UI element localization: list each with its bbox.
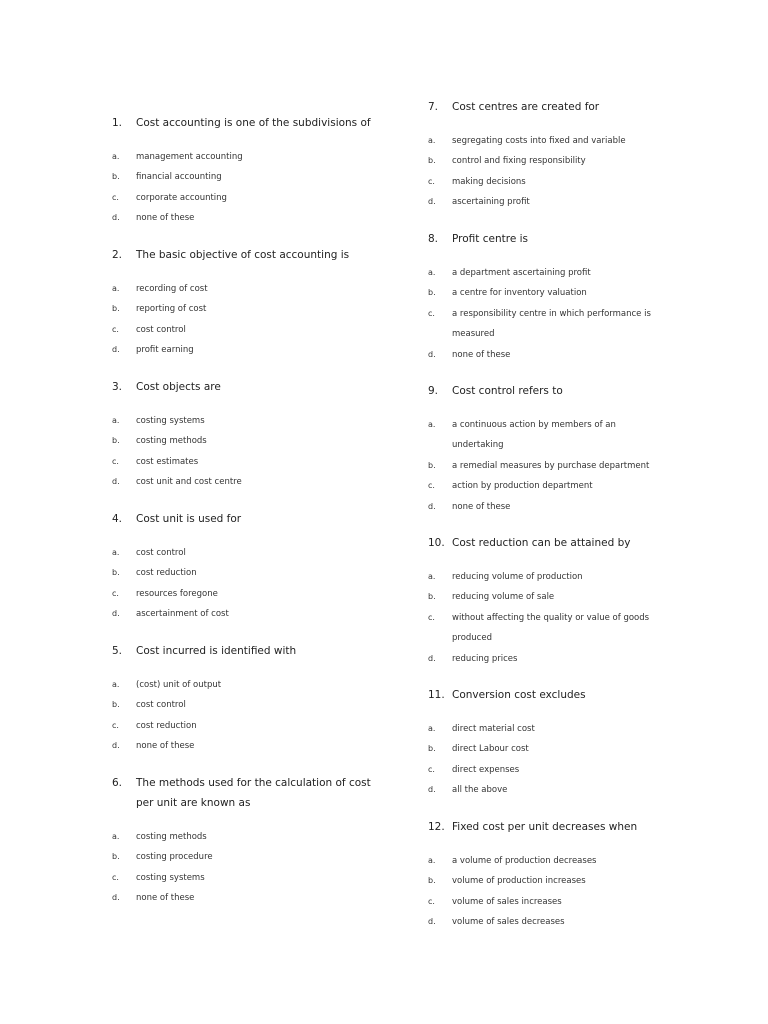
question-number: 4.	[112, 513, 123, 525]
option-text: resources foregone	[136, 588, 218, 599]
question-7	[428, 97, 748, 213]
question-number: 5.	[112, 645, 123, 657]
option-text: direct Labour cost	[452, 744, 529, 755]
option-text: reducing volume of sale	[452, 592, 555, 603]
option-d	[112, 604, 412, 624]
option-b	[428, 456, 748, 476]
option-list	[428, 131, 748, 213]
option-letter: d.	[112, 477, 120, 487]
option-text: cost control	[136, 700, 186, 711]
option-list	[112, 827, 412, 909]
question-number: 10.	[428, 537, 445, 549]
option-letter: d.	[428, 501, 436, 511]
option-d	[428, 497, 748, 517]
option-b	[112, 695, 412, 715]
option-letter: d.	[112, 893, 120, 903]
question-text: Cost reduction can be attained by	[452, 537, 631, 549]
question-11	[428, 685, 748, 801]
option-text: action by production department	[452, 481, 593, 492]
option-letter: a.	[112, 548, 120, 557]
option-letter: a.	[428, 856, 436, 865]
option-c	[428, 892, 748, 912]
option-b	[112, 167, 412, 187]
question-text: Cost centres are created for	[452, 101, 600, 113]
option-text: a centre for inventory valuation	[452, 288, 587, 299]
option-d	[428, 912, 748, 932]
question-12	[428, 817, 748, 933]
option-letter: c.	[428, 764, 435, 774]
option-text: costing systems	[136, 416, 205, 426]
question-text: Conversion cost excludes	[452, 689, 586, 701]
option-list	[112, 543, 412, 625]
question-text: Profit centre is	[452, 233, 529, 245]
option-text: costing methods	[136, 436, 207, 447]
option-letter: a.	[112, 680, 120, 689]
option-a	[428, 719, 748, 739]
question-number: 11.	[428, 689, 445, 701]
option-letter: c.	[428, 176, 435, 186]
question-number: 12.	[428, 821, 445, 833]
question-text: The methods used for the calculation of cost per unit are known as	[136, 777, 371, 809]
question-text: Cost control refers to	[452, 385, 563, 397]
question-text: Cost accounting is one of the subdivisions of	[136, 117, 371, 129]
option-a	[112, 279, 412, 299]
option-c	[112, 584, 412, 604]
option-letter: c.	[428, 308, 435, 318]
option-letter: c.	[112, 324, 119, 334]
option-text: reporting of cost	[136, 304, 207, 315]
option-letter: c.	[112, 456, 119, 466]
option-b	[112, 431, 412, 451]
option-text: volume of sales decreases	[452, 917, 565, 928]
question-number: 9.	[428, 385, 439, 397]
option-b	[428, 871, 748, 891]
question-text: Cost objects are	[136, 381, 221, 393]
question-text: The basic objective of cost accounting is	[136, 249, 350, 261]
option-a	[112, 543, 412, 563]
option-text: recording of cost	[136, 284, 208, 294]
option-letter: b.	[112, 700, 120, 710]
question-number: 1.	[112, 117, 123, 129]
option-letter: d.	[112, 609, 120, 619]
option-b	[428, 587, 748, 607]
option-letter: a.	[428, 572, 436, 581]
option-text: corporate accounting	[136, 192, 227, 203]
option-letter: b.	[112, 852, 120, 862]
option-text: none of these	[136, 213, 195, 224]
option-letter: c.	[112, 192, 119, 202]
option-letter: a.	[428, 724, 436, 733]
option-a	[428, 567, 748, 587]
option-d	[112, 472, 412, 492]
option-text: a responsibility centre in which performance is measured	[452, 308, 651, 340]
question-text: Cost incurred is identified with	[136, 645, 297, 657]
option-text: none of these	[452, 349, 511, 360]
option-letter: a.	[112, 416, 120, 425]
option-text: all the above	[452, 785, 508, 796]
question-text: Cost unit is used for	[136, 513, 242, 525]
option-letter: a.	[428, 136, 436, 145]
option-text: control and fixing responsibility	[452, 156, 586, 167]
option-letter: a.	[428, 268, 436, 277]
option-letter: b.	[428, 156, 436, 166]
option-text: ascertaining profit	[452, 197, 530, 208]
option-letter: b.	[428, 288, 436, 298]
option-b	[112, 563, 412, 583]
option-letter: b.	[428, 744, 436, 754]
option-text: costing methods	[136, 832, 207, 842]
option-text: a volume of production decreases	[452, 856, 597, 866]
question-number: 2.	[112, 249, 123, 261]
option-letter: b.	[428, 460, 436, 470]
option-b	[428, 283, 748, 303]
option-text: costing procedure	[136, 852, 213, 863]
option-text: without affecting the quality or value of goods produced	[452, 612, 650, 644]
option-a	[112, 675, 412, 695]
question-number: 8.	[428, 233, 439, 245]
question-number: 7.	[428, 101, 439, 113]
question-4	[112, 509, 412, 625]
option-letter: c.	[112, 872, 119, 882]
question-number: 3.	[112, 381, 123, 393]
option-text: direct material cost	[452, 724, 535, 734]
option-text: cost reduction	[136, 568, 197, 579]
option-d	[428, 345, 748, 365]
option-c	[112, 320, 412, 340]
option-list	[112, 675, 412, 757]
option-c	[428, 476, 748, 496]
question-8	[428, 229, 748, 365]
option-letter: d.	[112, 213, 120, 223]
option-text: none of these	[136, 741, 195, 752]
option-letter: d.	[112, 741, 120, 751]
option-letter: b.	[112, 568, 120, 578]
option-text: cost estimates	[136, 456, 199, 467]
option-text: volume of production increases	[452, 876, 586, 887]
option-list	[112, 147, 412, 229]
option-list	[428, 263, 748, 365]
question-number: 6.	[112, 777, 123, 789]
option-letter: d.	[428, 197, 436, 207]
option-list	[428, 415, 748, 517]
question-1	[112, 113, 412, 229]
option-a	[428, 263, 748, 283]
option-letter: c.	[428, 481, 435, 491]
option-d	[428, 780, 748, 800]
option-letter: b.	[112, 304, 120, 314]
option-letter: a.	[428, 420, 436, 429]
option-c	[428, 304, 748, 345]
option-d	[112, 888, 412, 908]
option-a	[112, 827, 412, 847]
option-text: cost control	[136, 324, 186, 335]
option-a	[112, 147, 412, 167]
option-d	[112, 736, 412, 756]
option-text: management accounting	[136, 152, 243, 162]
option-text: (cost) unit of output	[136, 680, 222, 690]
option-letter: b.	[112, 172, 120, 182]
option-text: cost control	[136, 548, 186, 558]
option-text: cost unit and cost centre	[136, 477, 242, 488]
option-text: cost reduction	[136, 720, 197, 731]
option-b	[428, 739, 748, 759]
option-text: profit earning	[136, 345, 194, 356]
option-c	[428, 760, 748, 780]
option-letter: d.	[428, 349, 436, 359]
option-text: reducing prices	[452, 653, 518, 664]
option-list	[112, 279, 412, 361]
option-text: none of these	[452, 501, 511, 512]
option-d	[112, 208, 412, 228]
option-letter: c.	[428, 612, 435, 622]
question-text: Fixed cost per unit decreases when	[452, 821, 638, 833]
option-letter: c.	[112, 588, 119, 598]
question-6	[112, 773, 412, 909]
option-b	[428, 151, 748, 171]
option-text: volume of sales increases	[452, 896, 562, 907]
option-text: ascertainment of cost	[136, 609, 229, 620]
question-10	[428, 533, 748, 669]
option-a	[428, 851, 748, 871]
option-a	[428, 131, 748, 151]
option-letter: c.	[428, 896, 435, 906]
option-a	[428, 415, 748, 456]
option-letter: d.	[112, 345, 120, 355]
question-2	[112, 245, 412, 361]
question-5	[112, 641, 412, 757]
option-letter: b.	[428, 876, 436, 886]
option-text: costing systems	[136, 872, 205, 883]
option-d	[428, 649, 748, 669]
option-d	[112, 340, 412, 360]
option-letter: b.	[112, 436, 120, 446]
option-list	[428, 719, 748, 801]
option-c	[428, 172, 748, 192]
option-text: a continuous action by members of an undertaking	[452, 420, 616, 451]
option-letter: d.	[428, 785, 436, 795]
option-list	[428, 851, 748, 933]
option-text: a department ascertaining profit	[452, 268, 591, 278]
option-list	[112, 411, 412, 493]
option-c	[428, 608, 748, 649]
option-text: none of these	[136, 893, 195, 904]
option-text: financial accounting	[136, 172, 222, 183]
option-b	[112, 299, 412, 319]
option-c	[112, 868, 412, 888]
option-letter: a.	[112, 284, 120, 293]
option-text: making decisions	[452, 176, 526, 187]
option-letter: a.	[112, 832, 120, 841]
option-letter: a.	[112, 152, 120, 161]
option-text: a remedial measures by purchase department	[452, 460, 650, 471]
option-c	[112, 716, 412, 736]
option-b	[112, 847, 412, 867]
option-c	[112, 452, 412, 472]
option-text: reducing volume of production	[452, 572, 583, 582]
option-d	[428, 192, 748, 212]
option-a	[112, 411, 412, 431]
option-letter: c.	[112, 720, 119, 730]
option-letter: b.	[428, 592, 436, 602]
option-list	[428, 567, 748, 669]
option-letter: d.	[428, 653, 436, 663]
question-9	[428, 381, 748, 517]
option-text: direct expenses	[452, 764, 520, 775]
option-letter: d.	[428, 917, 436, 927]
question-3	[112, 377, 412, 493]
option-c	[112, 188, 412, 208]
option-text: segregating costs into fixed and variable	[452, 136, 626, 146]
